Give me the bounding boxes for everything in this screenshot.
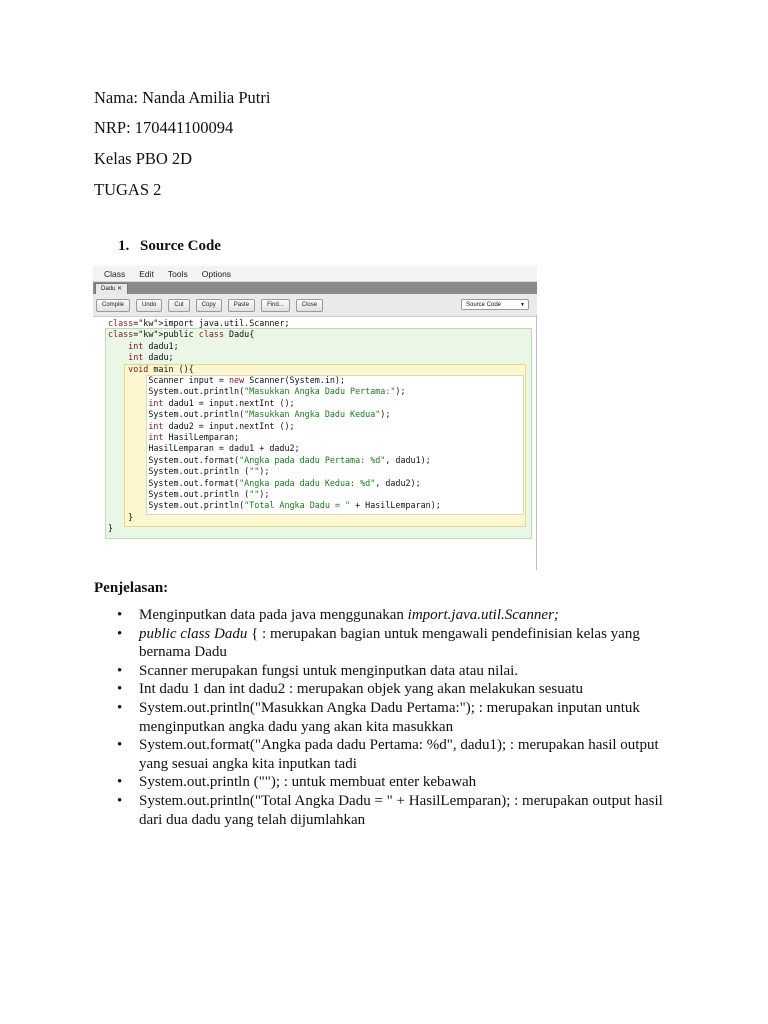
penjelasan-heading: Penjelasan: [94,580,169,596]
code-line: System.out.println("Total Angka Dadu = " + HasilLemparan); [108,500,441,511]
list-item: • System.out.println("Total Angka Dadu = " + HasilLemparan); : merupakan output hasil dari dua dadu yang telah dijumlahkan [117,792,663,828]
code-line: System.out.format("Angka pada dadu Kedua: %d", dadu2); [108,477,421,488]
code-line: System.out.format("Angka pada dadu Pertama: %d", dadu1); [108,454,431,465]
student-nrp: NRP: 170441100094 [94,118,234,137]
section-number: 1. [118,238,130,254]
list-item: • System.out.println("Masukkan Angka Dadu Pertama:"); : merupakan inputan untuk menginputkan angka dadu yang akan kita masukkan [117,699,640,735]
code-line: HasilLemparan = dadu1 + dadu2; [108,443,300,454]
bullet-icon: • [117,662,123,679]
ide-tabbar [93,282,537,294]
code-line: Scanner input = new Scanner(System.in); [108,375,345,385]
menu-edit[interactable]: Edit [139,268,154,279]
compile-button[interactable]: Compile [96,299,130,312]
view-select-value: Source Code [466,302,502,308]
section-source-code-heading [118,238,221,255]
menu-options[interactable]: Options [201,268,232,279]
code-editor[interactable] [105,318,532,538]
code-line: int dadu; [128,352,174,363]
student-class: Kelas PBO 2D [94,149,193,168]
bullet-icon: • [117,699,123,716]
list-item: • Scanner merupakan fungsi untuk menginputkan data atau nilai. [117,662,519,679]
code-line: int dadu2 = input.nextInt (); [148,420,295,431]
code-line: System.out.println (""); [108,466,270,477]
section-title: Source Code [140,238,221,254]
code-line: System.out.println (""); [108,489,270,499]
bullet-icon: • [117,792,123,809]
bullet-icon: • [117,625,123,642]
code-line: class="kw">public class Dadu{ [108,329,255,340]
list-item: • Menginputkan data pada java menggunakan import.java.util.Scanner; [117,607,559,623]
student-name: Nama: Nanda Amilia Putri [94,88,271,107]
code-line: System.out.println("Masukkan Angka Dadu Kedua"); [108,409,391,420]
close-button[interactable]: Close [296,299,323,312]
ide-menubar [93,266,537,282]
list-item: • Int dadu 1 dan int dadu2 : merupakan objek yang akan melakukan sesuatu [117,681,584,698]
find-button[interactable]: Find... [261,299,290,312]
bullet-icon: • [117,681,123,698]
ide-toolbar [93,294,537,317]
editor-edge [536,315,537,570]
bullet-icon: • [117,774,123,791]
code-line: int HasilLemparan; [148,432,240,442]
bullet-icon: • [117,607,123,623]
list-item: • public class Dadu { : merupakan bagian untuk mengawali pendefinisian kelas yang bernama Dadu [117,625,640,661]
undo-button[interactable]: Undo [136,299,162,312]
code-line: } [108,511,134,522]
penjelasan-list [94,606,674,829]
code-line: class="kw">import java.util.Scanner; [108,318,290,328]
copy-button[interactable]: Copy [196,299,222,312]
paste-button[interactable]: Paste [228,299,255,312]
list-item: • System.out.format("Angka pada dadu Pertama: %d", dadu1); : merupakan hasil output yang sesuai angka kita inputkan tadi [117,737,659,772]
chevron-down-icon: ▼ [520,302,525,308]
code-line: int dadu1 = input.nextInt (); [148,397,295,408]
menu-class[interactable]: Class [104,268,126,279]
tab-dadu[interactable]: Dadu ✕ [95,283,128,294]
cut-button[interactable]: Cut [168,299,189,312]
view-select[interactable] [461,299,529,310]
ide-screenshot [93,266,537,570]
code-line: System.out.println("Masukkan Angka Dadu Pertama:"); [108,386,406,397]
assignment-title: TUGAS 2 [94,180,162,199]
menu-tools[interactable]: Tools [167,268,188,279]
code-line: } [108,523,114,534]
code-line: int dadu1; [128,340,179,351]
code-line: void main (){ [128,363,194,374]
bullet-icon: • [117,737,123,754]
list-item: • System.out.println (""); : untuk membuat enter kebawah [117,774,477,791]
